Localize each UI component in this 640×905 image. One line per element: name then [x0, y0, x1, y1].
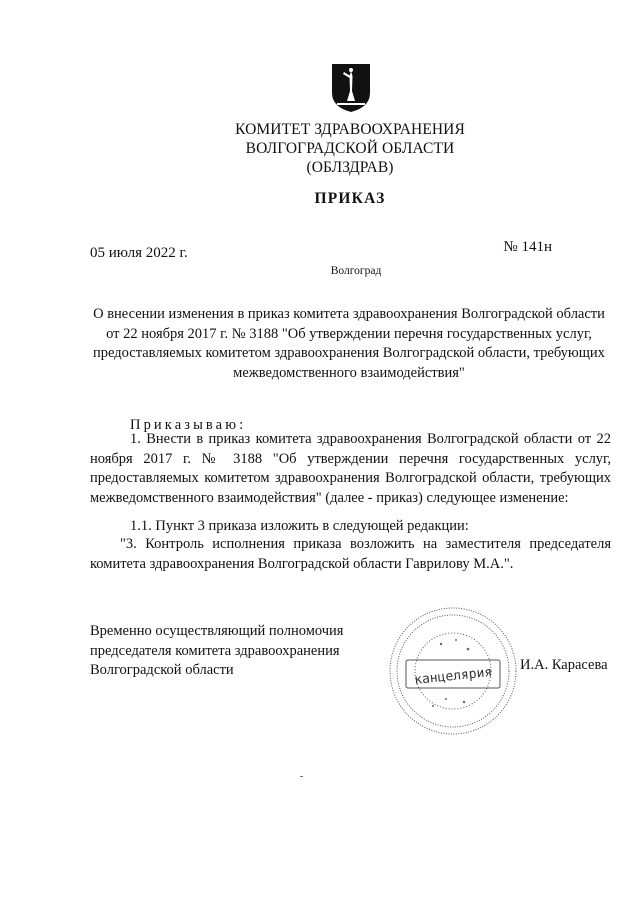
- document-city: Волгоград: [330, 265, 382, 277]
- signatory-position-line-3: Волгоградской области: [90, 662, 234, 678]
- volgograd-emblem-icon: [331, 63, 371, 113]
- signatory-position-line-2: председателя комитета здравоохранения: [90, 642, 340, 659]
- document-type: ПРИКАЗ: [314, 190, 386, 207]
- org-short-name: (ОБЛЗДРАВ): [306, 159, 394, 176]
- signatory-position: [90, 622, 380, 681]
- signer-name: И.А. Карасева: [520, 657, 608, 673]
- stamp-text: канцелярия: [413, 664, 493, 689]
- document-number: № 141н: [503, 239, 552, 255]
- paragraph-1-1: 1.1. Пункт 3 приказа изложить в следующей редакции:: [130, 518, 469, 534]
- paragraph-3-text: "3. Контроль исполнения приказа возложить на заместителя председателя комитета здравоохранения Волгоградской области Гаврилову М.А.".: [90, 536, 611, 572]
- org-name-line-1: КОМИТЕТ ЗДРАВООХРАНЕНИЯ: [235, 121, 465, 138]
- document-date: 05 июля 2022 г.: [90, 245, 188, 261]
- signatory-position-line-1: Временно осуществляющий полномочия: [90, 623, 344, 639]
- org-name-line-2: ВОЛГОГРАДСКОЙ ОБЛАСТИ: [245, 140, 455, 157]
- paragraph-1: 1. Внести в приказ комитета здравоохранения Волгоградской области от 22 ноября 2017 г. № 3188 "Об утверждении перечня государственных услуг, предоставляемых комитетом здравоохранения Волгоградской области, требующих межведомственного взаимодействия" (далее - приказ) следующее изменение:: [90, 431, 611, 506]
- document-subject: О внесении изменения в приказ комитета здравоохранения Волгоградской области от 22 ноября 2017 г. № 3188 "Об утверждении перечня государственных услуг, предоставляемых комитетом здравоохранения Волгоградской области, требующих межведомственного взаимодействия": [93, 306, 605, 381]
- scan-mark: [300, 776, 303, 777]
- stamp-icon: [386, 604, 520, 738]
- order-word: Приказываю:: [130, 417, 247, 433]
